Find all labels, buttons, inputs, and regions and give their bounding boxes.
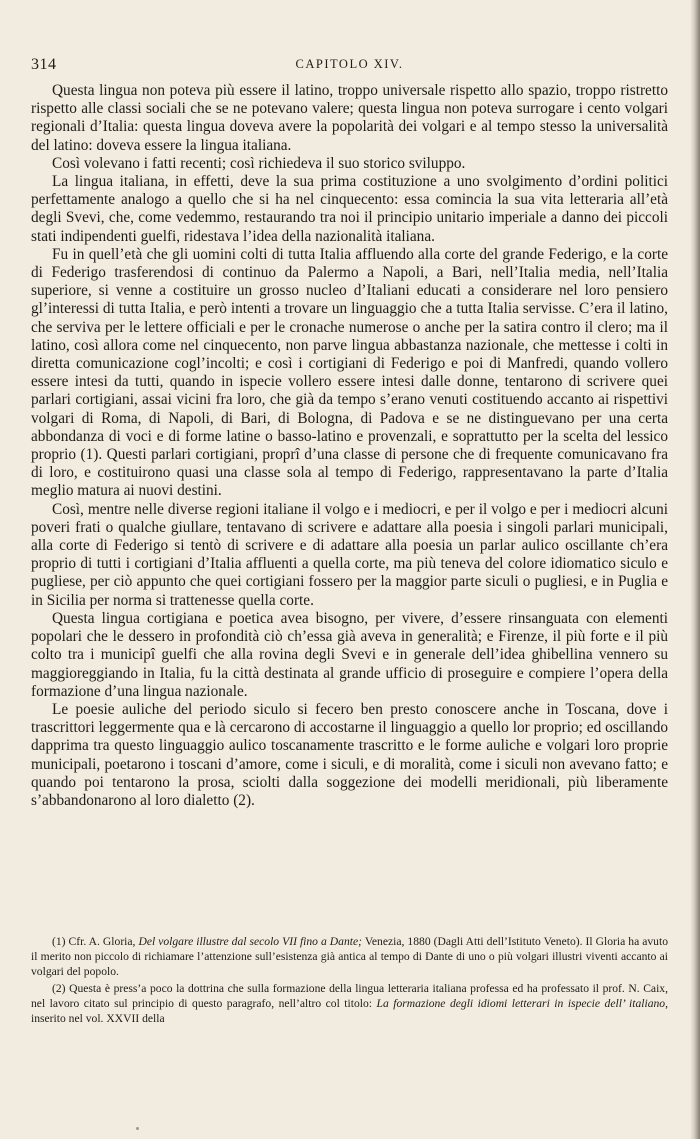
page-edge-shadow	[690, 0, 700, 1139]
paragraph: Così, mentre nelle diverse regioni italiane il volgo e i mediocri, e per il volgo e per i mediocri alcuni poveri frati o qualche giullare, tentavano di scrivere e adattare alla poesia i singoli parlari municipali, alla corte di Federigo si tentò di scrivere e di adattare alla poesia un parlar aulico oscillante ch’era proprio di tutti i cortigiani d’Italia affluenti a quella corte, ma più teneva del colore idiomatico siculo e pugliese, per ciò appunto che quei cortigiani fossero per la maggior parte siculi o pugliesi, e in Puglia e in Sicilia per norma si trattenesse quella corte.	[31, 500, 668, 609]
footnote-text: Cfr. A. Gloria,	[68, 935, 139, 948]
paragraph: Così volevano i fatti recenti; così richiedeva il suo storico sviluppo.	[52, 154, 466, 172]
paragraph: La lingua italiana, in effetti, deve la sua prima costituzione a uno svolgimento d’ordini politici perfettamente analogo a quello che si ha nel cinquecento: essa comincia la sua vita letteraria all’età degli Svevi, che, come vedemmo, restaurando tra noi il principio unitario imperiale a danno dei piccoli stati indipendenti guelfi, ridestava l’idea della nazionalità italiana.	[31, 173, 668, 245]
paper-speck	[136, 1127, 139, 1130]
main-text	[31, 82, 668, 810]
paragraph: Questa lingua cortigiana e poetica avea bisogno, per vivere, d’essere rinsanguata con elementi popolari che le dessero in profondità ciò ch’essa già aveva in generalità; e Firenze, il più forte e il più colto tra i municipî guelfi che alla rovina degli Svevi e in generale dell’idea ghibellina vennero su maggioreggiando in Italia, fu la città destinata al grande ufficio di proseguire e compiere l’opera della formazione d’una lingua nazionale.	[31, 609, 668, 700]
running-head: CAPITOLO XIV.	[295, 57, 404, 71]
paragraph: Questa lingua non poteva più essere il latino, troppo universale rispetto allo spazio, troppo ristretto rispetto alle classi sociali che se ne potevano valere; questa lingua non poteva surrogare i cento volgari regionali d’Italia: questa lingua doveva avere la popolarità dei volgari e al tempo stesso la universalità del latino: doveva essere la lingua italiana.	[31, 82, 668, 154]
cited-title: La formazione degli idiomi letterari in ispecie dell’ italiano	[376, 996, 666, 1010]
paragraph: Le poesie auliche del periodo siculo si fecero ben presto conoscere anche in Toscana, dove i trascrittori leggermente qua e là cercarono di accostarne il linguaggio a quello lor proprio; ed oscillando dapprima tra questo linguaggio aulico toscanamente trascritto e le forme auliche e volgari loro proprie municipali, poetarono i toscani d’amore, come i siculi, e di moralità, come i siculi non avevano fatto; e quando poi tentarono la prosa, sciolti dalla soggezione dei modelli meridionali, più liberamente s’abbandonarono al loro dialetto (2).	[31, 700, 668, 809]
footnote	[31, 981, 668, 1027]
footnote-text: Venezia, 1880 (Dagli Atti dell’Istituto Veneto). Il Gloria ha avuto il merito non piccolo di richiamare l’attenzione sull’esistenza già antica al tempo di Dante di uno o più volgari illustri viventi accanto ai volgari del popolo.	[31, 935, 668, 979]
page-number: 314	[31, 56, 57, 73]
footnote	[31, 934, 668, 980]
page-header	[31, 56, 668, 76]
paragraph: Fu in quell’età che gli uomini colti di tutta Italia affluendo alla corte del grande Federigo, e la corte di Federigo trasferendosi di continuo da Palermo a Napoli, a Bari, nell’Italia media, nell’Italia superiore, si venne a costituire un grosso nucleo d’Italiani educati a considerare nel loro pensiero gl’interessi di tutta Italia, e però intenti a trovare un linguaggio che a tutta Italia servisse. C’era il latino, che serviva per le lettere officiali e per le cronache numerose o anche per la satira contro il clero; ma il latino, così allora come nel cinquecento, non parve lingua abbastanza nazionale, che mettesse i colti in diretta comunicazione cogl’incolti; e così i cortigiani di Federigo e poi di Manfredi, quando vollero essere intesi da tutti, quando in ispecie vollero essere intesi dalle donne, tentarono di scrivere quei parlari cortigiani, assai vicini fra loro, che già da tempo s’erano venuti costituendo accanto ai rispettivi volgari di Roma, di Napoli, di Bari, di Bologna, di Padova e se ne distinguevano per una certa abbondanza di voci e di forme latine o basso-latino e provenzali, e soprattutto per la scelta del lessico proprio (1). Questi parlari cortigiani, proprî d’una classe di persone che di frequente comunicavano fra di loro, e costituirono quasi una classe sola al tempo di Federigo, rappresentavano la parte d’Italia meglio matura ai nuovi destini.	[31, 245, 668, 500]
footnote-text: , inserito nel vol. XXVII della	[31, 996, 668, 1026]
cited-title: Del volgare illustre dal secolo VII fino a Dante;	[138, 935, 363, 948]
footnote-mark: (2)	[52, 981, 66, 995]
footnote-text: Questa è press’a poco la dottrina che sulla formazione della lingua letteraria italiana professa ed ha professato il prof. N. Caix, nel lavoro citato sul principio di questo paragrafo, nell’altro col titolo:	[31, 981, 668, 1010]
footnotes	[31, 934, 668, 1026]
footnote-mark: (1)	[52, 935, 66, 948]
